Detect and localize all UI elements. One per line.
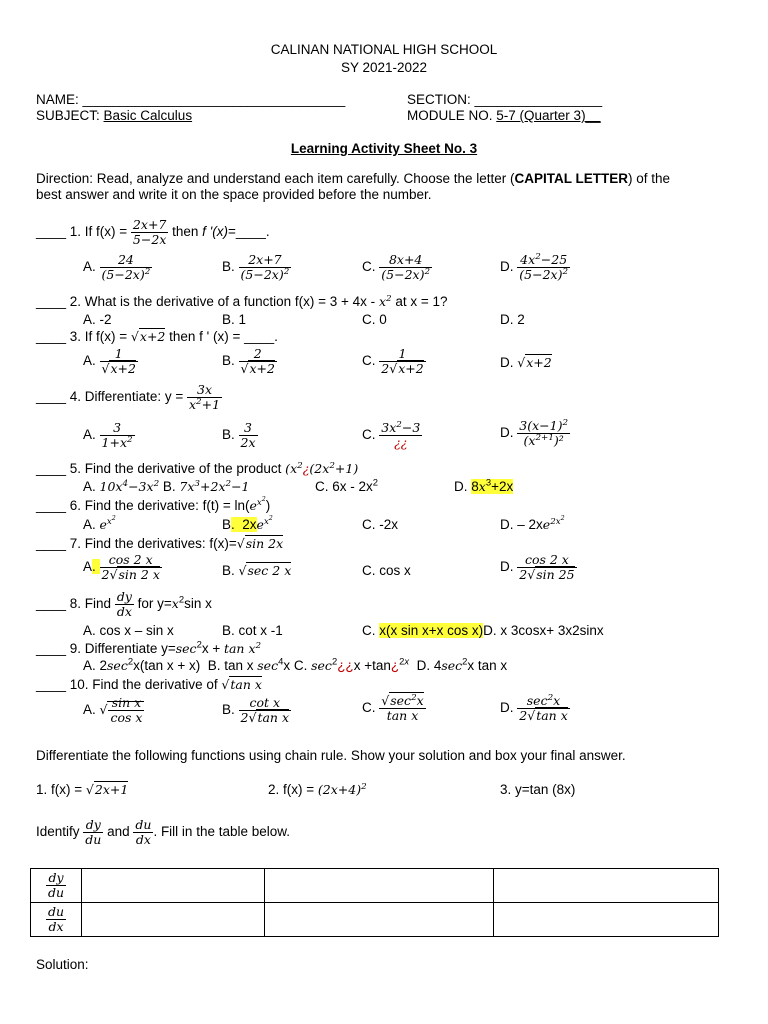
answer-cell[interactable] <box>82 903 265 937</box>
question-1: ____ 1. If f(x) = $\frac{2x+7}{5-2x}$ then f '(x)=____. <box>36 217 270 247</box>
question-10: ____ 10. Find the derivative of √tan x <box>36 677 262 692</box>
sheet-title: Learning Activity Sheet No. 3 <box>290 141 478 156</box>
q5-option-c: C. $6x - 2x^2$ <box>315 477 379 494</box>
question-7: ____ 7. Find the derivatives: f(x)=√sin 2x <box>36 536 284 551</box>
name-field: NAME: ___________________________________ <box>36 92 346 107</box>
q9-options: A. $2\sec^2x(\tan$ x + x) B. tan x $\sec^4x$ C. $\sec^2¿¿x$ +tan¿$^{2x}$ D. $4\sec^2x$ tan x <box>83 656 508 673</box>
module-label: MODULE NO. <box>407 108 493 123</box>
answer-table <box>30 868 719 937</box>
answer-cell[interactable] <box>82 869 265 903</box>
table-row <box>31 869 719 903</box>
q3-option-a: A. $\frac{1}{√x+2}$ <box>83 346 136 376</box>
chain-problem-1: 1. f(x) = √2x+1 <box>36 782 129 797</box>
table-row <box>31 903 719 937</box>
direction-line-2: best answer and write it on the space provided before the number. <box>36 187 432 202</box>
chain-problem-2: 2. $f(x) = (2x+4)^2$ <box>268 781 367 797</box>
question-8: ____ 8. Find $\frac{dy}{dx}$ for $y=x^2\sin$ x <box>36 589 212 619</box>
q7-option-b: B. √sec 2 x <box>222 563 292 578</box>
q8-option-b: B. cot x -1 <box>222 623 283 638</box>
chain-problem-3: 3. y=tan (8x) <box>500 782 576 797</box>
q3-option-d: D. √x+2 <box>500 355 552 370</box>
question-3: ____ 3. If f(x) = √x+2 then f ' (x) = ____. <box>36 329 278 344</box>
q3-option-c: C. $\frac{1}{2√x+2}$ <box>362 346 424 376</box>
q7-option-d: D. $\frac{\cos 2 x}{2√\sin 25}$ <box>500 552 575 582</box>
q2-option-c: C. 0 <box>362 312 387 327</box>
q6-option-c: C. -2x <box>362 517 399 532</box>
question-9: ____ 9. Differentiate $y=\sec^2x + \tan x^2$ <box>36 639 262 656</box>
q1-option-c: C. $\frac{8x+4}{(5-2x)^2}$ <box>362 252 431 282</box>
q1-option-a: A. $\frac{24}{(5-2x)^2}$ <box>83 252 151 282</box>
q6-option-b: B. $2xe^{x^2}$ <box>222 514 273 532</box>
q5-option-d: D. $8x^3+2x$ <box>454 477 514 494</box>
q4-option-a: A. $\frac{3}{1+x^2}$ <box>83 420 133 450</box>
q3-option-b: B. $\frac{2}{√x+2}$ <box>222 346 275 376</box>
subject-value: Basic Calculus <box>103 108 193 123</box>
q1-option-b: B. $\frac{2x+7}{(5-2x)^2}$ <box>222 252 290 282</box>
question-5: ____ 5. Find the derivative of the product ($x^2¿(2x^2+1)$ <box>36 460 359 476</box>
school-name: CALINAN NATIONAL HIGH SCHOOL <box>270 42 498 57</box>
q10-option-b: B. $\frac{\text{cot x}}{\text{2√tan x}}$ <box>222 695 289 725</box>
q4-option-c: C. $\frac{3x^2-3}{¿¿}$ <box>362 419 421 450</box>
q1-function-fraction: $\frac{2x+7}{5-2x}$ <box>132 217 167 247</box>
q2-option-b: B. 1 <box>222 312 247 327</box>
answer-cell[interactable] <box>494 869 719 903</box>
q2-option-a: A. -2 <box>83 312 112 327</box>
q6-option-d: D. – $2xe^{2x^2}$ <box>500 514 565 532</box>
identify-instruction: Identify $\frac{dy}{du}$ and $\frac{du}{dx}$ . Fill in the table below. <box>36 817 291 847</box>
module-line <box>407 108 601 124</box>
direction-line-1: Direction: Read, analyze and understand each item carefully. Choose the letter (CAPITAL LETTER) of the <box>36 171 671 186</box>
chain-rule-instruction: Differentiate the following functions using chain rule. Show your solution and box your final answer. <box>36 748 626 763</box>
q10-option-c: C. $\frac{√\sec^2x}{\text{tan x}}$ <box>362 692 424 723</box>
du-dx-label: $\frac{du}{dx}$ <box>31 903 82 937</box>
module-value: 5-7 (Quarter 3)__ <box>496 108 601 123</box>
subject-label: SUBJECT: <box>36 108 100 123</box>
question-4: ____ 4. Differentiate: y = $\frac{3x}{x^2+1}$ <box>36 382 221 412</box>
solution-label: Solution: <box>36 957 89 972</box>
q10-option-d: D. $\frac{\sec^2x}{\text{2√tan x}}$ <box>500 692 568 723</box>
school-year: SY 2021-2022 <box>340 60 428 75</box>
q4-option-b: B. $\frac{3}{2x}$ <box>222 420 256 450</box>
q7-option-c: C. cos x <box>362 563 411 578</box>
question-6: ____ 6. Find the derivative: $f(t) = \ln(e^{x^2})$ <box>36 495 271 513</box>
dy-du-label: $\frac{dy}{du}$ <box>31 869 82 903</box>
answer-cell[interactable] <box>265 869 494 903</box>
q7-option-a: A. $\frac{\cos 2 x}{2√\sin 2 x}$ <box>83 552 160 582</box>
answer-cell[interactable] <box>494 903 719 937</box>
capital-letter-emphasis: CAPITAL LETTER <box>514 171 629 186</box>
q4-option-d: D. $\frac{3(x-1)^2}{(x^{2+1})^2}$ <box>500 417 569 448</box>
section-field: SECTION: _________________ <box>407 92 603 107</box>
subject-line <box>36 108 192 124</box>
question-2: ____ 2. What is the derivative of a function $f(x) = 3 + 4x - x^2$ at x = 1? <box>36 293 448 309</box>
q5-options-ab: A. $10x^4-3x^2$ B. $7x^3+2x^2-1$ <box>83 478 250 494</box>
q1-option-d: D. $\frac{4x^2-25}{(5-2x)^2}$ <box>500 251 569 282</box>
q2-option-d: D. 2 <box>500 312 525 327</box>
q8-option-a: A. cos x – sin x <box>83 623 174 638</box>
answer-cell[interactable] <box>265 903 494 937</box>
q8-option-c: C. x(x sin x+x cos x)D. x 3cosx+ 3x2sinx <box>362 623 604 638</box>
q10-option-a: A. √ $\frac{\text{sin x}}{\text{cos x}}$ <box>83 695 143 725</box>
q6-option-a: A. $e^{x^2}$ <box>83 514 116 532</box>
